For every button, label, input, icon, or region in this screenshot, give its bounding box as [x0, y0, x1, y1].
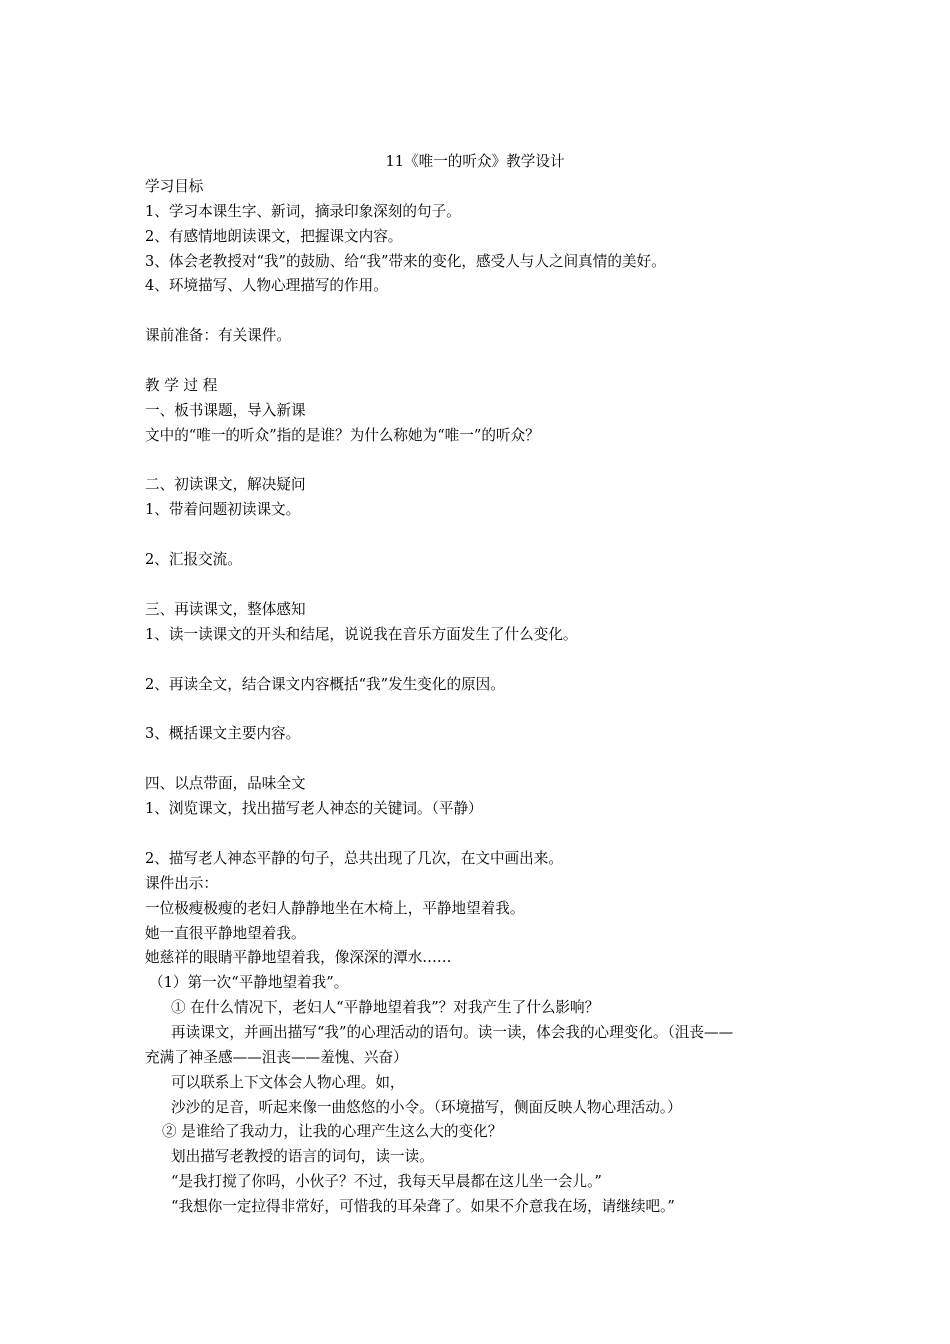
document-title: 11《唯一的听众》教学设计 — [385, 153, 565, 170]
question-line: ② 是谁给了我动力，让我的心理产生这么大的变化？ — [162, 1123, 503, 1140]
section-line: 1、浏览课文，找出描写老人神态的关键词。（平静） — [145, 800, 483, 817]
section-line: 2、再读全文，结合课文内容概括“我”发生变化的原因。 — [145, 676, 505, 693]
question-line: ① 在什么情况下，老妇人“平静地望着我”？对我产生了什么影响？ — [171, 999, 600, 1016]
section-line: 可以联系上下文体会人物心理。如， — [171, 1074, 405, 1091]
section-line: 充满了神圣感——沮丧——羞愧、兴奋） — [145, 1049, 408, 1066]
section-heading: 二、初读课文，解决疑问 — [145, 476, 306, 493]
section-line: 文中的“唯一的听众”指的是谁？为什么称她为“唯一”的听众？ — [145, 427, 540, 444]
objective-item: 2、有感情地朗读课文，把握课文内容。 — [145, 228, 403, 245]
section-line: 沙沙的足音，听起来像一曲悠悠的小令。（环境描写，侧面反映人物心理活动。） — [171, 1099, 682, 1116]
subsection-heading: （1）第一次“平静地望着我”。 — [149, 974, 349, 991]
process-heading: 教 学 过 程 — [145, 377, 218, 394]
objective-item: 4、环境描写、人物心理描写的作用。 — [145, 277, 388, 294]
quote-line: 一位极瘦极瘦的老妇人静静地坐在木椅上，平静地望着我。 — [145, 900, 525, 917]
section-line: 3、概括课文主要内容。 — [145, 725, 301, 742]
objective-item: 1、学习本课生字、新词，摘录印象深刻的句子。 — [145, 203, 461, 220]
section-line: 划出描写老教授的语言的词句，读一读。 — [171, 1148, 434, 1165]
objectives-heading: 学习目标 — [145, 178, 204, 195]
quote-line: 她慈祥的眼睛平静地望着我，像深深的潭水…… — [145, 949, 452, 966]
preparation-line: 课前准备：有关课件。 — [145, 327, 291, 344]
objective-item: 3、体会老教授对“我”的鼓励、给“我”带来的变化，感受人与人之间真情的美好。 — [145, 253, 666, 270]
section-heading: 一、板书课题，导入新课 — [145, 402, 306, 419]
section-line: 2、描写老人神态平静的句子，总共出现了几次，在文中画出来。 — [145, 850, 563, 867]
section-line: 1、带着问题初读课文。 — [145, 501, 301, 518]
quote-line: 她一直很平静地望着我。 — [145, 925, 306, 942]
quote-line: “我想你一定拉得非常好，可惜我的耳朵聋了。如果不介意我在场，请继续吧。” — [171, 1198, 675, 1215]
section-line: 1、读一读课文的开头和结尾，说说我在音乐方面发生了什么变化。 — [145, 626, 578, 643]
section-line: 2、汇报交流。 — [145, 551, 242, 568]
quote-line: “是我打搅了你吗，小伙子？不过，我每天早晨都在这儿坐一会儿。” — [171, 1173, 602, 1190]
section-line: 课件出示： — [145, 875, 218, 892]
section-heading: 三、再读课文，整体感知 — [145, 601, 306, 618]
section-heading: 四、以点带面，品味全文 — [145, 775, 306, 792]
section-line: 再读课文，并画出描写“我”的心理活动的语句。读一读，体会我的心理变化。（沮丧—— — [171, 1024, 734, 1041]
